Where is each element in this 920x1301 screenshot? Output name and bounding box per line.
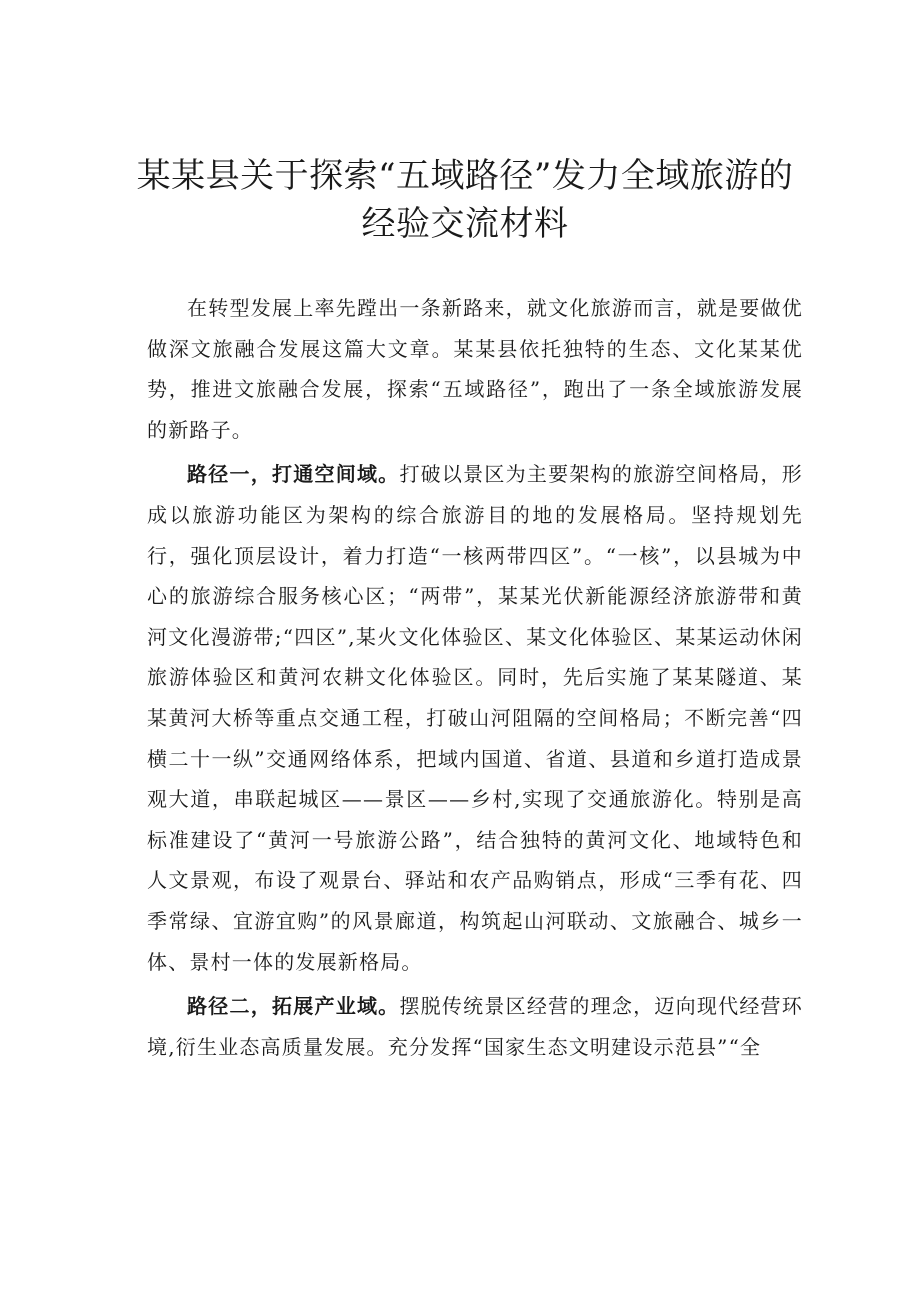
section-heading-2: 路径二，拓展产业域。 (187, 994, 400, 1019)
intro-paragraph: 在转型发展上率先蹚出一条新路来，就文化旅游而言，就是要做优做深文旅融合发展这篇大文章。某某县依托独特的生态、文化某某优势，推进文旅融合发展，探索“五域路径”，跑出了一条全域旅游发展的新路子。 (147, 296, 803, 442)
section-heading-1: 路径一，打通空间域。 (187, 462, 400, 487)
section-text-2: 摆脱传统景区经营的理念，迈向现代经营环境,衍生业态高质量发展。充分发挥“国家生态文明建设示范县”“全 (147, 994, 804, 1059)
section-paragraph-2 (147, 986, 803, 1067)
document-title: 某某县关于探索“五域路径”发力全域旅游的经验交流材料 (136, 156, 794, 244)
document-body (147, 288, 803, 1071)
section-paragraph-1 (147, 454, 803, 982)
section-text-1: 打破以景区为主要架构的旅游空间格局，形成以旅游功能区为架构的综合旅游目的地的发展格局。坚持规划先行，强化顶层设计，着力打造“一核两带四区”。“一核”，以县城为中心的旅游综合服务核心区；“两带”，某某光伏新能源经济旅游带和黄河文化漫游带;“四区”,某火文化体验区、某文化体验区、某某运动休闲旅游体验区和黄河农耕文化体验区。同时，先后实施了某某隧道、某某黄河大桥等重点交通工程，打破山河阻隔的空间格局；不断完善“四横二十一纵”交通网络体系，把域内国道、省道、县道和乡道打造成景观大道，串联起城区——景区——乡村,实现了交通旅游化。特别是高标准建设了“黄河一号旅游公路”，结合独特的黄河文化、地域特色和人文景观，布设了观景台、驿站和农产品购销点，形成“三季有花、四季常绿、宜游宜购”的风景廊道，构筑起山河联动、文旅融合、城乡一体、景村一体的发展新格局。 (147, 462, 804, 974)
